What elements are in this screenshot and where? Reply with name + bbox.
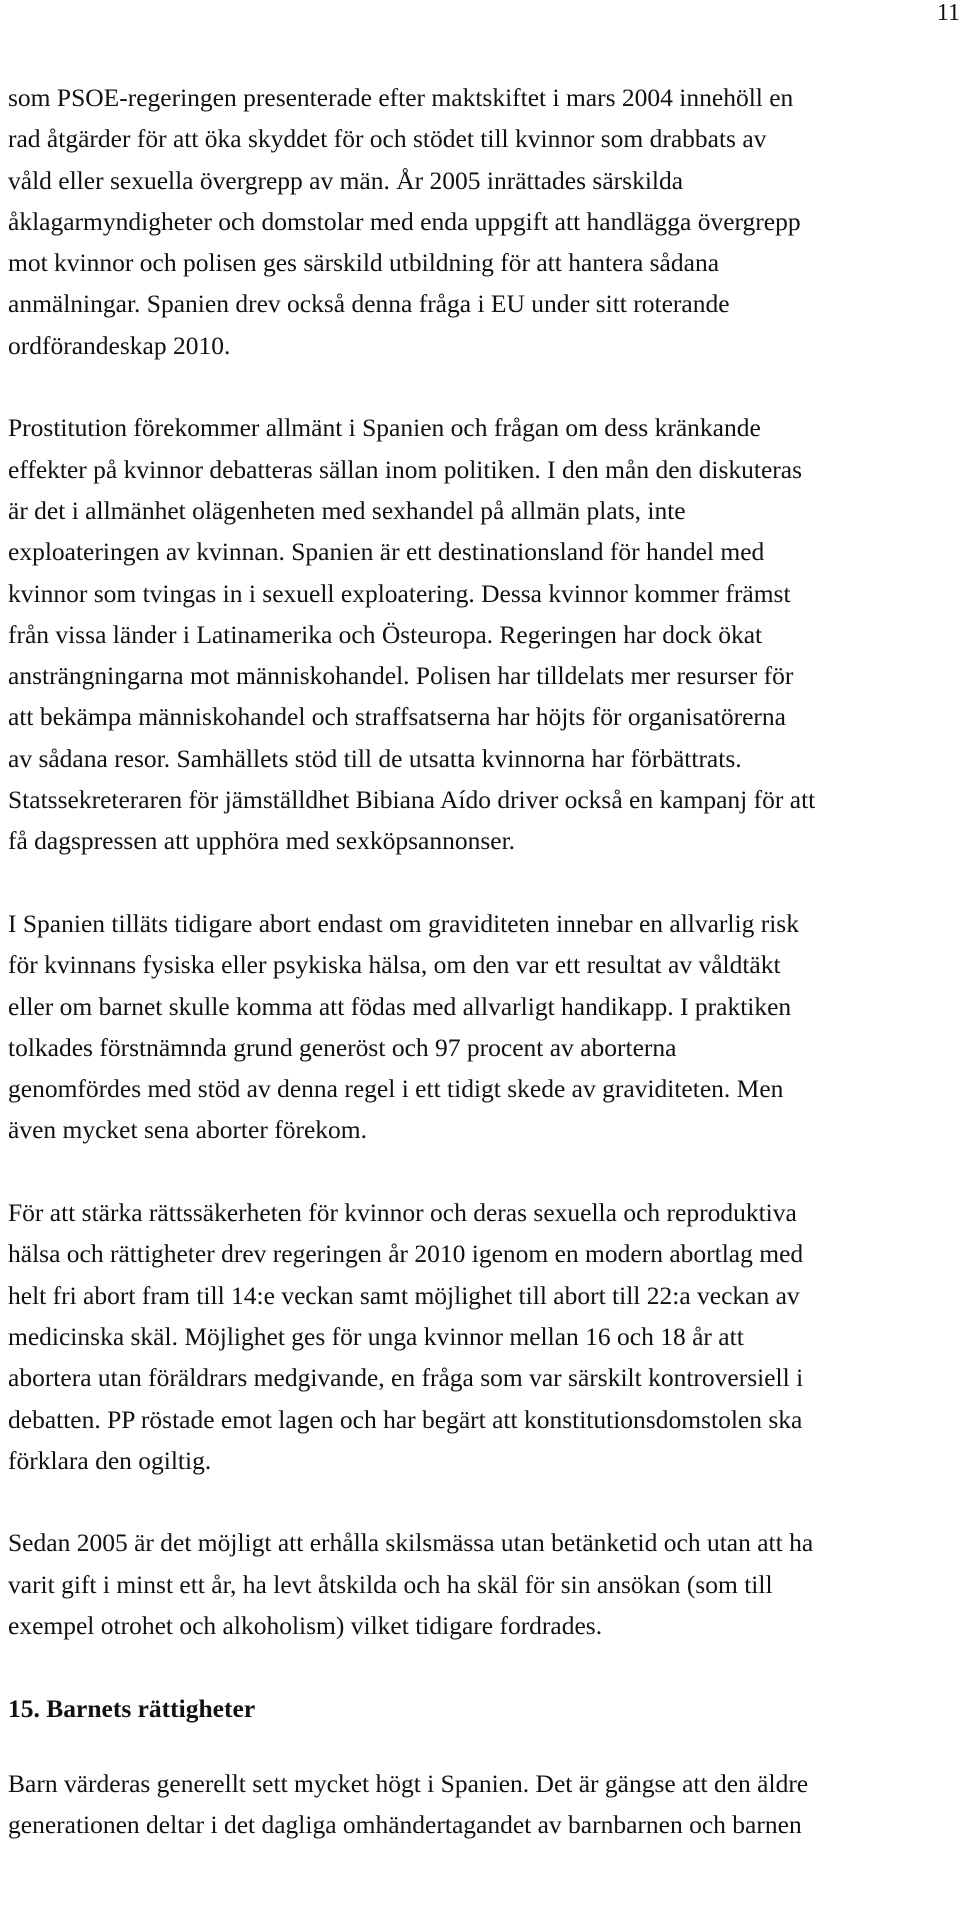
section-heading: 15. Barnets rättigheter: [8, 1693, 256, 1723]
paragraph-prostitution: Prostitution förekommer allmänt i Spanien och frågan om dess kränkande effekter på kvinnor debatteras sällan inom politiken. I den mån den diskuteras är det i allmänhet olägenheten med sexhandel på allmän plats, inte exploateringen av kvinnan. Spanien är ett destinationsland för handel med kvinnor som tvingas in i sexuell exploatering. Dessa kvinnor kommer främst från vissa länder i Latinamerika och Östeuropa. Regeringen har dock ökat ansträngningarna mot människohandel. Polisen har tilldelats mer resurser för att bekämpa människohandel och straffsatserna har höjts för organisatörerna av sådana resor. Samhällets stöd till de utsatta kvinnorna har förbättrats. Statssekreteraren för jämställdhet Bibiana Aído driver också en kampanj för att få dagspressen att upphöra med sexköpsannonser.: [8, 413, 816, 856]
paragraph-abortion-history: I Spanien tilläts tidigare abort endast om graviditeten innebar en allvarlig risk för kvinnans fysiska eller psykiska hälsa, om den var ett resultat av våldtäkt eller om barnet skulle komma att födas med allvarligt handikapp. I praktiken tolkades förstnämnda grund generöst och 97 procent av aborterna genomfördes med stöd av denna regel i ett tidigt skede av graviditeten. Men även mycket sena aborter förekom.: [8, 908, 799, 1145]
page-number: 11: [936, 0, 960, 26]
paragraph-violence-against-women: som PSOE-regeringen presenterade efter maktskiftet i mars 2004 innehöll en rad åtgärder för att öka skyddet för och stödet till kvinnor som drabbats av våld eller sexuella övergrepp av män. År 2005 inrättades särskilda åklagarmyndigheter och domstolar med enda uppgift att handlägga övergrepp mot kvinnor och polisen ges särskild utbildning för att hantera sådana anmälningar. Spanien drev också denna fråga i EU under sitt roterande ordförandeskap 2010.: [8, 83, 801, 360]
paragraph-children: Barn värderas generellt sett mycket högt i Spanien. Det är gängse att den äldre generationen deltar i det dagliga omhändertagandet av barnbarnen och barnen: [8, 1768, 809, 1840]
paragraph-divorce: Sedan 2005 är det möjligt att erhålla skilsmässa utan betänketid och utan att ha varit gift i minst ett år, ha levt åtskilda och ha skäl för sin ansökan (som till exempel otrohet och alkoholism) vilket tidigare fordrades.: [8, 1528, 814, 1640]
document-body: [8, 77, 952, 1887]
paragraph-abortion-law: För att stärka rättssäkerheten för kvinnor och deras sexuella och reproduktiva hälsa och rättigheter drev regeringen år 2010 igenom en modern abortlag med helt fri abort fram till 14:e veckan samt möjlighet till abort till 22:a veckan av medicinska skäl. Möjlighet ges för unga kvinnor mellan 16 och 18 år att abortera utan föräldrars medgivande, en fråga som var särskilt kontroversiell i debatten. PP röstade emot lagen och har begärt att konstitutionsdomstolen ska förklara den ogiltig.: [8, 1198, 804, 1475]
